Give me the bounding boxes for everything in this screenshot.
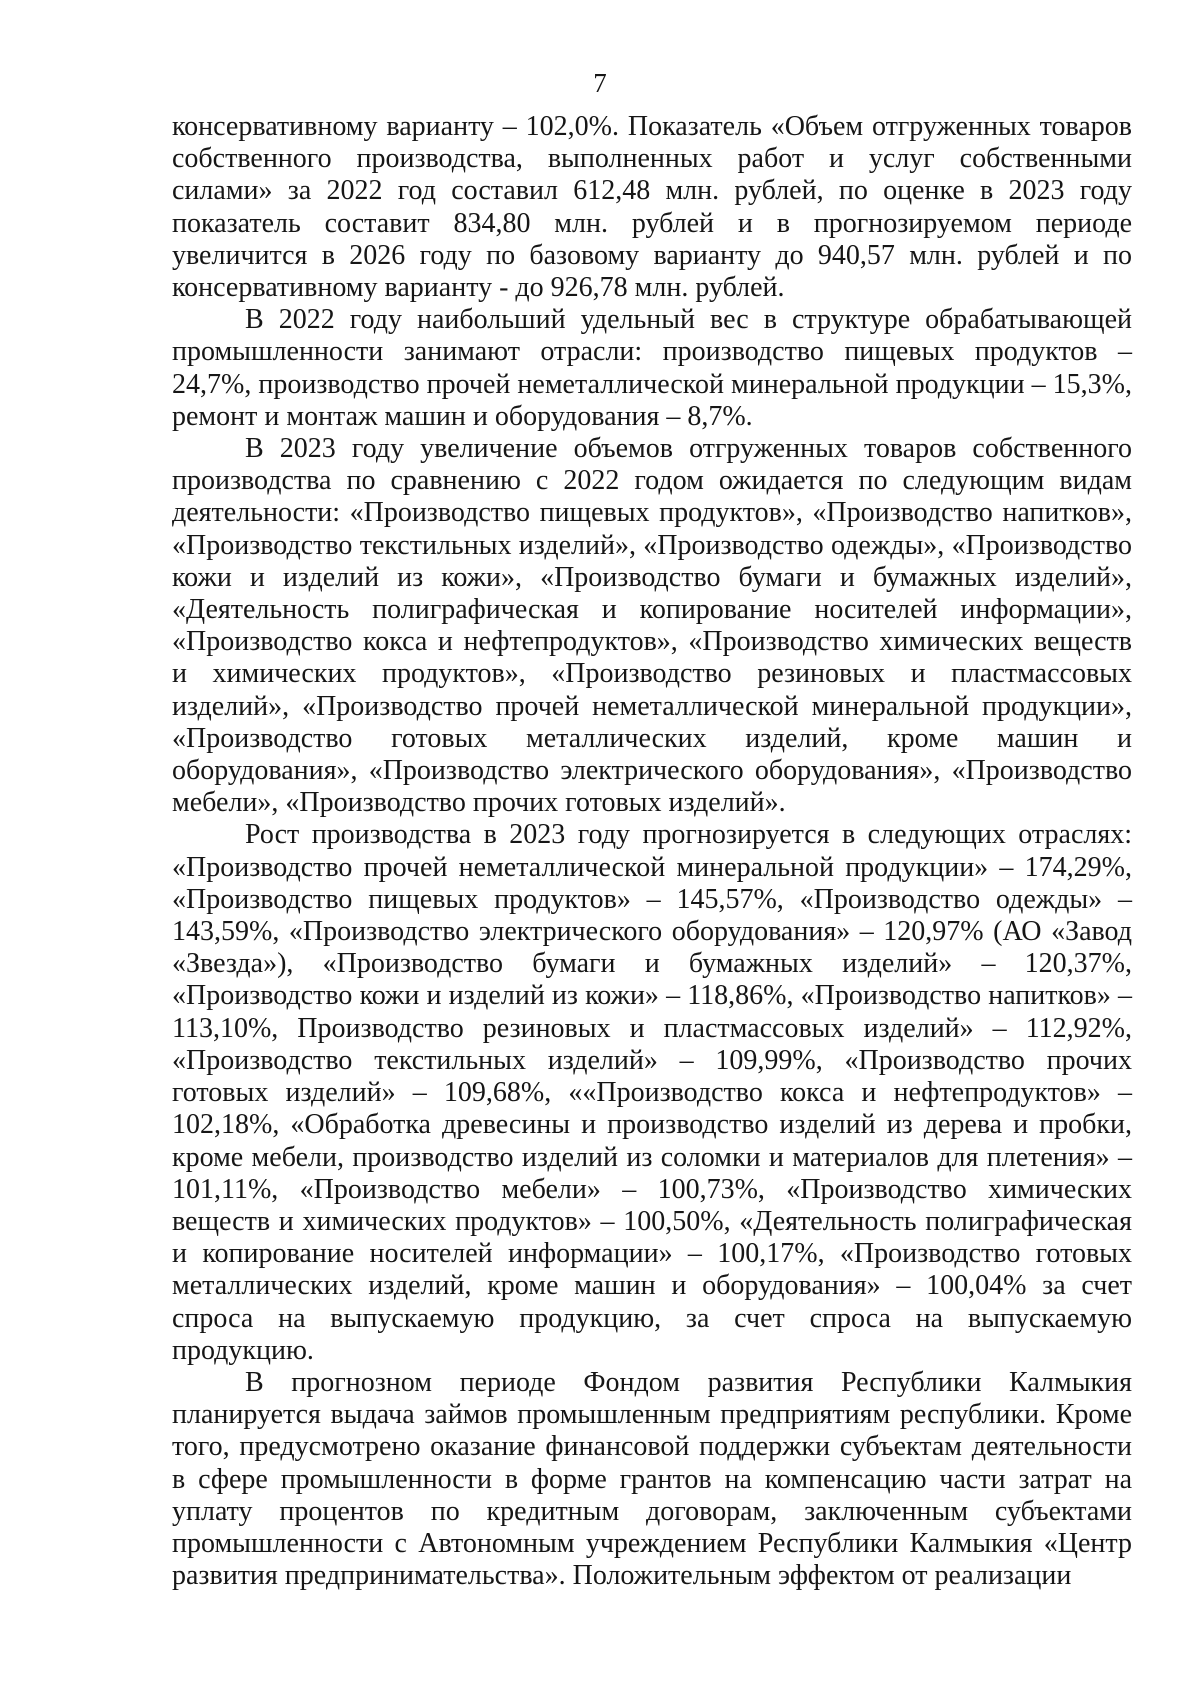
paragraph-development-fund: В прогнозном периоде Фондом развития Республики Калмыкия планируется выдача займов промышленным предприятиям республики. Кроме того, предусмотрено оказание финансовой поддержки субъектам деятельности в сфере промышленности в форме грантов на компенсацию части затрат на уплату процентов по кредитным договорам, заключенным субъектами промышленности с Автономным учреждением Республики Калмыкия «Центр развития предпринимательства». Положительным эффектом от реализации (172, 1366, 1132, 1592)
page-number: 7 (593, 68, 607, 98)
document-body (172, 111, 1132, 1592)
paragraph-shipment-growth-types: В 2023 году увеличение объемов отгруженных товаров собственного производства по сравнению с 2022 годом ожидается по следующим видам деятельности: «Производство пищевых продуктов», «Производство напитков», «Производство текстильных изделий», «Производство одежды», «Производство кожи и изделий из кожи», «Производство бумаги и бумажных изделий», «Деятельность полиграфическая и копирование носителей информации», «Производство кокса и нефтепродуктов», «Производство химических веществ и химических продуктов», «Производство резиновых и пластмассовых изделий», «Производство прочей неметаллической минеральной продукции», «Производство готовых металлических изделий, кроме машин и оборудования», «Производство электрического оборудования», «Производство мебели», «Производство прочих готовых изделий». (172, 433, 1132, 819)
paragraph-production-growth-forecast: Рост производства в 2023 году прогнозируется в следующих отраслях: «Производство прочей неметаллической минеральной продукции» – 174,29%, «Производство пищевых продуктов» – 145,57%, «Производство одежды» – 143,59%, «Производство электрического оборудования» – 120,97% (АО «Завод «Звезда»), «Производство бумаги и бумажных изделий» – 120,37%, «Производство кожи и изделий из кожи» – 118,86%, «Производство напитков» – 113,10%, Производство резиновых и пластмассовых изделий» – 112,92%, «Производство текстильных изделий» – 109,99%, «Производство прочих готовых изделий» – 109,68%, ««Производство кокса и нефтепродуктов» – 102,18%, «Обработка древесины и производство изделий из дерева и пробки, кроме мебели, производство изделий из соломки и материалов для плетения» – 101,11%, «Производство мебели» – 100,73%, «Производство химических веществ и химических продуктов» – 100,50%, «Деятельность полиграфическая и копирование носителей информации» – 100,17%, «Производство готовых металлических изделий, кроме машин и оборудования» – 100,04% за счет спроса на выпускаемую продукцию, за счет спроса на выпускаемую продукцию. (172, 819, 1132, 1366)
paragraph-industry-structure: В 2022 году наибольший удельный вес в структуре обрабатывающей промышленности занимают отрасли: производство пищевых продуктов – 24,7%, производство прочей неметаллической минеральной продукции – 15,3%, ремонт и монтаж машин и оборудования – 8,7%. (172, 304, 1132, 432)
paragraph-continued: консервативному варианту – 102,0%. Показатель «Объем отгруженных товаров собственного производства, выполненных работ и услуг собственными силами» за 2022 год составил 612,48 млн. рублей, по оценке в 2023 году показатель составит 834,80 млн. рублей и в прогнозируемом периоде увеличится в 2026 году по базовому варианту до 940,57 млн. рублей и по консервативному варианту - до 926,78 млн. рублей. (172, 111, 1132, 304)
